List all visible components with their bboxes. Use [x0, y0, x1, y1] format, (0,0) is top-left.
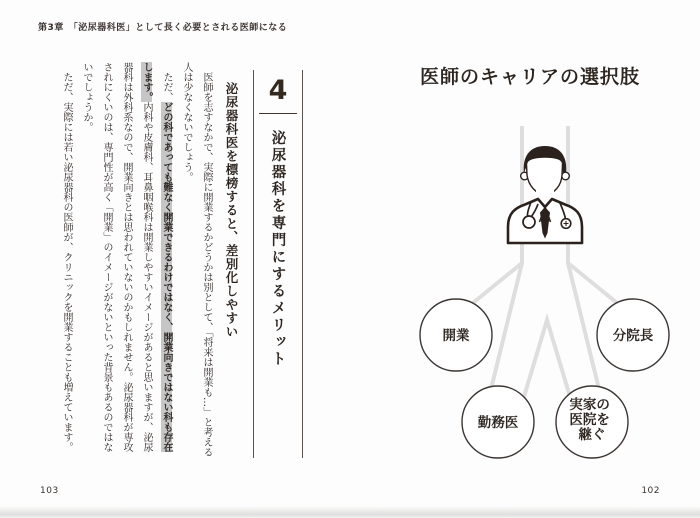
section-title: 泌尿器科を専門にするメリット [269, 129, 286, 368]
chapter-header: 第3章 「泌尿器科医」として長く必要とされる医師になる [38, 23, 288, 33]
section-heading-box [253, 70, 303, 458]
highlighted-text: どの科であっても難なく開業できるわけではなく、開業向きではない科も存在します。 [141, 62, 172, 452]
option-label-bunincho: 分院長 [612, 328, 654, 344]
option-label-jikka-line2: 医院を [569, 412, 610, 428]
paragraph-3: ただ、実際には若い泌尿器科の医師が、クリニックを開業することも増えています。 [61, 72, 72, 452]
paragraph-1: 医師を志すなかで、実際に開業するかどうかは別として、「将来は開業も…」と考える人は少なくないでしょう。 [181, 62, 212, 457]
paragraph-2 [76, 62, 176, 460]
option-label-kaigyo: 開業 [442, 328, 470, 344]
paragraph-2-rest: 内科や皮膚科、耳鼻咽喉科は開業しやすいイメージがあると思いますが、泌尿器科は外科系なので、開業向きとは思われていないのかもしれません。泌尿器科が専攻されにくいのは、専門性が高く「開業」のイメージがないといった背景もあるのではないでしょうか。 [81, 62, 152, 452]
section-number: 4 [268, 75, 288, 106]
body-text [32, 62, 246, 460]
doctor-face [527, 157, 563, 196]
paragraph-2-lead: ただ、 [161, 72, 172, 102]
branch-inner-v [523, 320, 571, 400]
career-diagram [360, 106, 700, 476]
page-number-right: 102 [641, 486, 660, 496]
figure-title: 医師のキャリアの選択肢 [419, 66, 640, 88]
doctor-icon [508, 146, 582, 243]
page-number-left: 103 [40, 486, 59, 496]
option-label-jikka-line3: 継ぐ [578, 427, 606, 443]
section-subtitle: 泌尿器科医を標榜すると、差別化しやすい [224, 82, 239, 339]
section-number-divider [259, 113, 297, 114]
right-page [360, 0, 700, 518]
option-label-jikka-line1: 実家の [569, 397, 610, 413]
doctor-ear-right [562, 172, 570, 180]
option-label-kinmui: 勤務医 [477, 415, 519, 431]
